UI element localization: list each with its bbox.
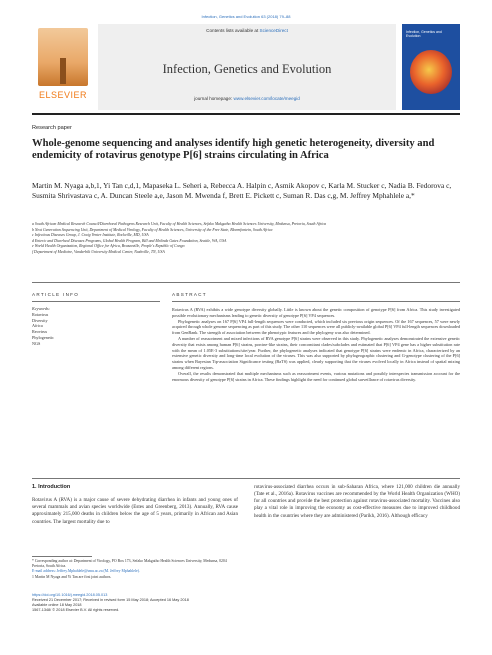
copyright: 1567-1348/ © 2018 Elsevier B.V. All rights reserved.	[32, 608, 120, 613]
journal-cover[interactable]	[402, 24, 460, 110]
affiliation: f Department of Medicine, Vanderbilt University Medical Center, Nashville, TN, USA	[32, 249, 165, 254]
footnotes	[32, 559, 238, 580]
introduction-heading: 1. Introduction	[32, 484, 71, 490]
abstract-paragraph: Rotavirus A (RVA) exhibits a wide genotype diversity globally. Little is known about the genetic composition of genotype P[6] from Africa. This study investigated possible evolutionary mechanisms leading to genetic diversity of genotype P[6] VP4 sequences.	[172, 307, 460, 318]
body-column-right	[254, 484, 460, 520]
journal-citation: Infection, Genetics and Evolution 63 (2018) 79–88	[201, 14, 291, 19]
abstract-end-rule	[32, 478, 460, 479]
contents-prefix: Contents lists available at	[206, 28, 260, 33]
available-online: Available online 18 May 2018	[32, 603, 82, 608]
affiliation: d Enteric and Diarrheal Diseases Programs, Global Health Program, Bill and Melinda Gates Foundation, Seattle, WA, USA	[32, 238, 227, 243]
article-type: Research paper	[32, 125, 72, 131]
footnote-corresponding: * Corresponding author at: Department of Virology, PO Box 173, Sefako Makgatho Health Sciences University, Medunsa, 0204 Pretoria, South Africa.	[32, 559, 227, 569]
affiliation: c Infectious Diseases Group, J. Craig Venter Institute, Rockville, MD, USA	[32, 233, 149, 238]
author-list: Martin M. Nyaga a,b,1, Yi Tan c,d,1, Mapaseka L. Seheri a, Rebecca A. Halpin c, Asmik Akopov c, Karla M. Stucker c, Nadia B. Fedorova c, Susmita Shrivastava c, A. Duncan Steele a,e, Jason M. Mwenda f, Brett E. Pickett c, Suman R. Das c,g, M. Jeffrey Mphahlele a,*	[32, 181, 452, 201]
elsevier-logo[interactable]	[32, 24, 94, 110]
affiliations-divider	[32, 282, 460, 283]
keywords-label: Keywords:	[32, 306, 50, 311]
homepage-prefix: journal homepage:	[194, 96, 234, 101]
affiliation: e World Health Organization, Regional Office for Africa, Brazzaville, People's Republic of Congo	[32, 244, 185, 249]
cover-title: Infection, Genetics and Evolution	[406, 30, 442, 38]
article-title: Whole-genome sequencing and analyses identify high genetic heterogeneity, diversity and endemicity of rotavirus genotype P[6] strains circulating in Africa	[32, 138, 435, 161]
affiliation: b Next Generation Sequencing Unit, Department of Medical Virology, Faculty of Health Sciences, University of the Free State, Bloemfontein, South Africa	[32, 227, 273, 232]
keyword: Diversity	[32, 317, 48, 323]
sciencedirect-link[interactable]: ScienceDirect	[259, 28, 288, 33]
affiliation: a South African Medical Research Council/Diarrhoeal Pathogens Research Unit, Faculty of Health Sciences, Sefako Makgatho Health Sciences University, Medunsa, Pretoria, South Africa	[32, 222, 327, 226]
abstract-paragraph: Phylogenetic analyses on 167 P[6] VP4 full-length sequences were conducted, which included six previous origin sequences. Of the 167 sequences, 57 were newly acquired through whole genome sequencing as part of this study. The other 110 sequences were all publicly-available global P[6] VP4 full-length sequences downloaded from GenBank. The strength of association between the phenotypic features and the phylogeny was also determined.	[172, 318, 460, 336]
cover-image	[410, 50, 452, 94]
abstract-body	[172, 307, 460, 382]
footnote-joint-authors: 1 Martin M Nyaga and Yi Tan are first joint authors.	[32, 574, 112, 579]
header-divider	[32, 113, 460, 115]
contents-line	[98, 28, 396, 33]
abstract-rule	[172, 301, 460, 302]
introduction-text-left: Rotavirus A (RVA) is a major cause of severe dehydrating diarrhea in infants and young ones of several mammals and avian species worldwide (Estes and Greenberg, 2013). Annually, RVA cause approximately 215,000 deaths in children below the age of 5 years, primarily in African and Asian countries. The largest mortality due to	[32, 497, 238, 525]
article-info-rule	[32, 301, 160, 302]
homepage-line	[98, 96, 396, 101]
publication-info	[32, 593, 282, 613]
abstract-paragraph: Overall, the results demonstrated that multiple mechanisms such as reassortment events, various mutations and possibly interspecies transmission account for the enormous diversity of genotype P[6] strains in Africa. These findings highlight the need for continued global surveillance of rotavirus diversity.	[172, 370, 460, 382]
keyword: Phylogenetic	[32, 334, 54, 340]
publisher-logo-text: ELSEVIER	[38, 90, 88, 100]
received-dates: Received 21 December 2017; Received in revised form 15 May 2018; Accepted 16 May 2018	[32, 598, 189, 603]
body-column-left	[32, 484, 238, 526]
abstract-heading: ABSTRACT	[172, 292, 207, 297]
introduction-text-right: rotavirus-associated diarrhea occurs in sub-Saharan Africa, where 121,000 children die annually (Tate et al., 2016a). Rotavirus vaccines are recommended by the World Health Organization (WHO) for all countries and provide the best protection against rotavirus-associated mortality. Vaccines also play a vital role in improving the economy as cost-effective measures due to improved childhood health in the countries where they are administered (Parikh, 2016). Although efficacy	[254, 484, 460, 519]
doi-link[interactable]: https://doi.org/10.1016/j.meegid.2018.05.013	[32, 593, 108, 597]
keyword: Rotavirus	[32, 312, 49, 317]
keyword: NGS	[32, 340, 41, 346]
keyword: Reovirus	[32, 329, 48, 335]
homepage-link[interactable]: www.elsevier.com/locate/meegid	[233, 96, 300, 101]
footnote-email[interactable]: E-mail address: Jeffrey.Mphahlele@smu.ac.za (M. Jeffrey Mphahlele).	[32, 569, 140, 574]
journal-banner	[98, 24, 396, 110]
article-info-heading: ARTICLE INFO	[32, 292, 80, 297]
keyword: Africa	[32, 323, 43, 329]
journal-header	[32, 24, 460, 110]
affiliations	[32, 222, 452, 256]
keyword-list	[32, 312, 132, 346]
abstract-paragraph: A number of reassortment and mixed infections of RVA genotype P[6] strains were observed in this study. Phylogenetic analyses demonstrated the extensive genetic diversity that exists among human P[6] strains, porcine-like strains, their concomitant clades/subclades and estimated that P[6] VP4 gene has a higher substitution rate with the mean of 1.05E-3 substitutions/site/year. Further, the phylogenetic analyses indicated that genotype P[6] strains were endemic in Africa, characterized by an extensive genetic diversity and long-time local evolution of the viruses. This was also supported by phylogeographic clustering and G-genotype clustering of the P[6] strains when Bayesian Tip-association Significance testing (BaTS) was applied, clearly supporting that the viruses evolved locally in Africa instead of spatial mixing among different regions.	[172, 335, 460, 370]
tree-icon	[38, 28, 88, 86]
footnote-rule	[32, 556, 92, 557]
journal-title[interactable]: Infection, Genetics and Evolution	[162, 62, 332, 76]
